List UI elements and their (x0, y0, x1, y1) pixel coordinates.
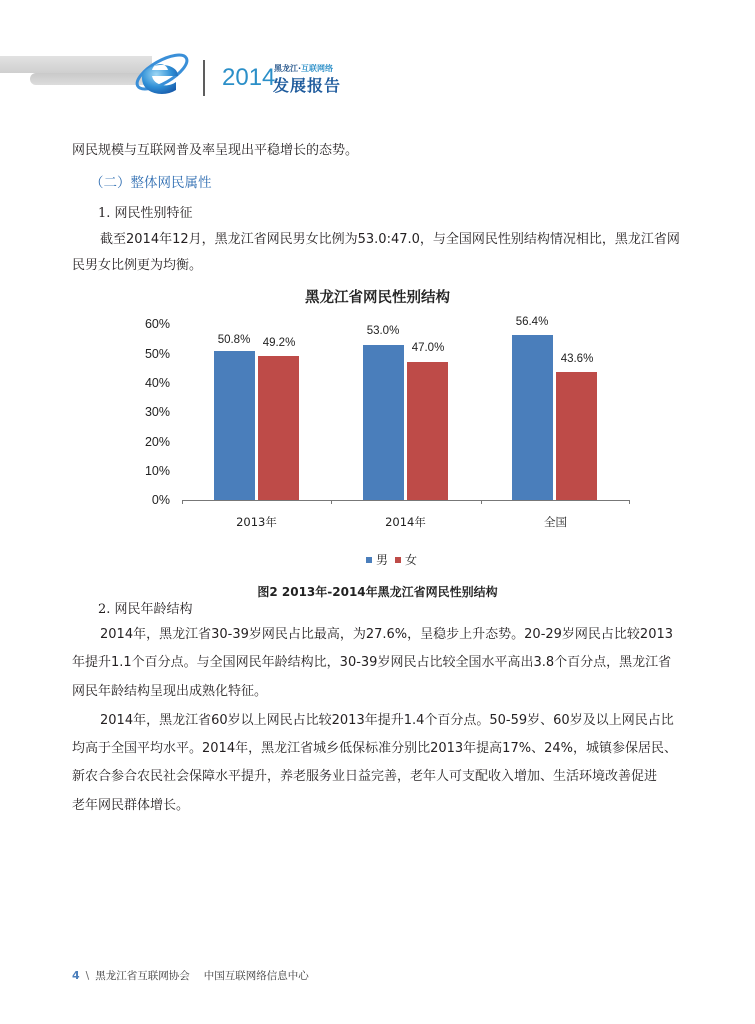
page-number: 4 (72, 969, 80, 982)
header-subtitle-topic: 互联网络 (301, 64, 334, 73)
y-tick-60: 60% (144, 317, 170, 331)
chart-title: 黑龙江省网民性别结构 (305, 290, 450, 306)
ie-e-logo-icon (128, 42, 192, 106)
y-tick-40: 40% (144, 376, 170, 390)
age-paragraph2-line2: 均高于全国平均水平。2014年，黑龙江省城乡低保标准分别比2013年提高17%、24%，城镇参保居民、 (72, 741, 677, 756)
value-label-male-national: 56.4% (515, 316, 549, 328)
value-label-female-2014: 47.0% (411, 342, 445, 354)
page-footer (72, 968, 309, 983)
legend-swatch-female (395, 557, 401, 563)
header-separator (203, 60, 205, 96)
subsection-heading-age: 2. 网民年龄结构 (98, 602, 193, 617)
age-paragraph1-line1: 2014年，黑龙江省30-39岁网民占比最高，为27.6%，呈稳步上升态势。20-29岁网民占比较2013 (100, 627, 674, 642)
age-paragraph2-line3: 新农合参合农民社会保障水平提升，养老服务业日益完善，老年人可支配收入增加、生活环境改善促进 (72, 769, 658, 784)
gender-paragraph-line2: 民男女比例更为均衡。 (72, 258, 203, 273)
y-tick-30: 30% (144, 405, 170, 419)
bar-male-2014 (363, 345, 404, 500)
y-tick-20: 20% (144, 435, 170, 449)
footer-separator: \ (85, 969, 90, 982)
legend-swatch-male (366, 557, 372, 563)
legend-label-female: 女 (405, 553, 418, 567)
y-tick-50: 50% (144, 347, 170, 361)
y-tick-10: 10% (144, 464, 170, 478)
subsection-heading-gender: 1. 网民性别特征 (98, 206, 193, 221)
bar-female-national (556, 372, 597, 500)
x-axis (182, 500, 630, 501)
section-heading: （二）整体网民属性 (90, 175, 212, 191)
x-label-2013: 2013年 (236, 515, 277, 529)
footer-org-2: 中国互联网络信息中心 (203, 970, 309, 982)
bar-male-2013 (214, 351, 255, 500)
header-title: 发展报告 (273, 76, 342, 95)
legend-label-male: 男 (376, 553, 389, 567)
age-paragraph2-line1: 2014年，黑龙江省60岁以上网民占比较2013年提升1.4个百分点。50-59岁、60岁及以上网民占比 (100, 713, 674, 728)
x-label-2014: 2014年 (385, 515, 426, 529)
x-axis-tick (481, 500, 482, 504)
value-label-male-2014: 53.0% (366, 325, 400, 337)
x-axis-tick (629, 500, 630, 504)
bar-female-2013 (258, 356, 299, 500)
paragraph-intro: 网民规模与互联网普及率呈现出平稳增长的态势。 (72, 143, 359, 158)
x-axis-tick (331, 500, 332, 504)
header-subtitle-region: 黑龙江· (274, 64, 302, 73)
age-paragraph1-line3: 网民年龄结构呈现出成熟化特征。 (72, 684, 268, 699)
age-paragraph1-line2: 年提升1.1个百分点。与全国网民年龄结构比，30-39岁网民占比较全国水平高出3.8个百分点，黑龙江省 (72, 655, 672, 670)
chart-legend (366, 551, 417, 568)
value-label-female-2013: 49.2% (262, 337, 296, 349)
value-label-male-2013: 50.8% (217, 334, 251, 346)
value-label-female-national: 43.6% (560, 353, 594, 365)
figure-caption: 图2 2013年-2014年黑龙江省网民性别结构 (257, 585, 498, 599)
y-tick-0: 0% (151, 493, 170, 507)
gender-paragraph-line1: 截至2014年12月，黑龙江省网民男女比例为53.0:47.0，与全国网民性别结构情况相比，黑龙江省网 (100, 232, 680, 247)
x-axis-tick (182, 500, 183, 504)
bar-female-2014 (407, 362, 448, 500)
footer-org-1: 黑龙江省互联网协会 (95, 970, 190, 982)
x-label-national: 全国 (544, 515, 567, 529)
age-paragraph2-line4: 老年网民群体增长。 (72, 798, 190, 813)
header-year: 2014 (222, 64, 276, 91)
